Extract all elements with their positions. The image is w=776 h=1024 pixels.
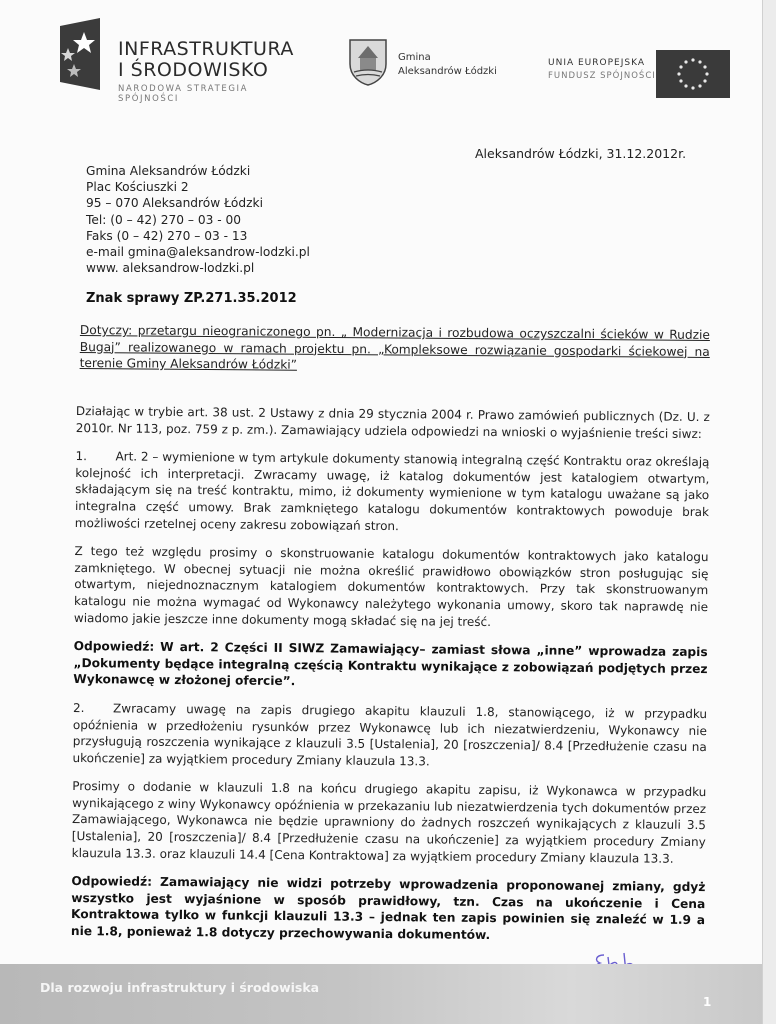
- question-number: 1.: [75, 449, 88, 464]
- ifs-star-emblem-icon: [60, 18, 100, 90]
- address-line: e-mail gmina@aleksandrow-lodzki.pl: [86, 245, 310, 260]
- answer-2: Odpowiedź: Zamawiający nie widzi potrzeby wprowadzenia proponowanej zmiany, gdyż wszystko jest wyjaśnione w sposób prawidłowy, tzn. Czas na ukończenie i Cena Kontraktowa tylko w funkcji klauzuli 13.3 – jednak ten zapis powinien się znaleźć w 1.9 a nie 1.8, ponieważ 1.8 dotyczy przechowywania dokumentów.: [70, 874, 706, 943]
- gmina-name: Aleksandrów Łódzki: [398, 66, 497, 77]
- letter-body: [71, 403, 710, 958]
- address-line: 95 – 070 Aleksandrów Łódzki: [86, 196, 263, 211]
- eu-fund: FUNDUSZ SPÓJNOŚCI: [548, 71, 656, 81]
- question-1-continued: Z tego też względu prosimy o skonstruowanie katalogu dokumentów kontraktowych jako katalogu zamkniętego. W obecnej sytuacji nie można określić prawidłowo obowiązków stron posługując się otwartym, niejednoznacznym katalogiem dokumentów kontraktowych. Przy tak skonstruowanym katalogu nie można wymagać od Wykonawcy należytego wykonania umowy, skoro tak naprawdę nie wiadomo jakie jeszcze inne dokumenty mogą składać się na jej treść.: [73, 544, 709, 629]
- ifs-subtitle: NARODOWA STRATEGIA SPÓJNOŚCI: [118, 84, 249, 104]
- address-line: www. aleksandrow-lodzki.pl: [86, 261, 255, 276]
- eu-flag-icon: [656, 50, 730, 98]
- eu-title: UNIA EUROPEJSKA: [548, 58, 645, 68]
- address-line: Gmina Aleksandrów Łódzki: [86, 164, 251, 178]
- footer-slogan: Dla rozwoju infrastruktury i środowiska: [40, 980, 320, 995]
- ifs-title-line2: I ŚRODOWISKO: [118, 59, 269, 81]
- question-text: Art. 2 – wymienione w tym artykule dokumenty stanowią integralną część Kontraktu oraz określają kolejność ich interpretacji. Zwracamy uwagę, iż katalog dokumentów jest katalogiem otwartym, składającym się na treść kontraktu, mimo, iż dokumenty wymienione w tym katalogu uważane są jako integralna część umowy. Brak zamkniętego katalogu dokumentów kontraktowych powoduje brak możliwości rzetelnej oceny zakresu zobowiązań stron.: [74, 449, 710, 533]
- question-number: 2.: [73, 700, 85, 716]
- letter-subject: Dotyczy: przetargu nieograniczonego pn. „ Modernizacja i rozbudowa oczyszczalni ścieków w Rudzie Bugaj” realizowanego w ramach projektu pn. „Kompleksowe rozwiązanie gospodarki ściekowej na terenie Gminy Aleksandrów Łódzki”: [79, 322, 710, 372]
- ifs-title-line1: INFRASTRUKTURA: [118, 38, 294, 60]
- infrastruktura-logo: [60, 18, 300, 104]
- question-1: [75, 448, 710, 537]
- address-line: Plac Kościuszki 2: [86, 180, 189, 195]
- gmina-logo: [348, 38, 528, 88]
- answer-1: Odpowiedź: W art. 2 Części II SIWZ Zamawiający– zamiast słowa „inne” wprowadza zapis „Dokumenty będące integralną częścią Kontraktu wynikające z zobowiązań podjętych przez Wykonawcę w złożonej ofercie”.: [73, 639, 708, 689]
- sender-address: [86, 163, 310, 276]
- gmina-label: Gmina: [398, 52, 431, 63]
- page-number: 1: [703, 995, 712, 1009]
- question-text: Zwracamy uwagę na zapis drugiego akapitu klauzuli 1.8, stanowiącego, iż w przypadku opóźnienia w przedłożeniu rysunków przez Wykonawcę lub ich niezatwierdzeniu, Wykonawcy nie przysługują roszczenia wynikające z klauzuli 3.5 [Ustalenia], 20 [roszczenia]/ 8.4 [Przedłużenie czasu na ukończenie] za wyjątkiem procedury Zmiany klauzula 13.3.: [72, 701, 708, 769]
- question-2: [73, 700, 708, 772]
- address-line: Faks (0 – 42) 270 – 03 - 13: [86, 228, 248, 243]
- intro-paragraph: Działając w trybie art. 38 ust. 2 Ustawy z dnia 29 stycznia 2004 r. Prawo zamówień publicznych (Dz. U. z 2010r. Nr 113, poz. 759 z p. zm.). Zamawiający udziela odpowiedzi na wnioski o wyjaśnienie treści siwz:: [75, 403, 710, 441]
- letter-date: Aleksandrów Łódzki, 31.12.2012r.: [475, 146, 687, 161]
- address-line: Tel: (0 – 42) 270 – 03 - 00: [86, 212, 241, 227]
- case-number: Znak sprawy ZP.271.35.2012: [86, 291, 297, 306]
- eu-logo: [540, 50, 735, 100]
- question-2-continued: Prosimy o dodanie w klauzuli 1.8 na końcu drugiego akapitu zapisu, iż Wykonawca w przypadku wynikającego z winy Wykonawcy opóźnienia w przekazaniu lub niezatwierdzenia tych dokumentów przez Zamawiającego, Wykonawca nie będzie uprawniony do żadnych roszczeń wynikających z klauzuli 3.5 [Ustalenia], 20 [roszczenia]/ 8.4 [Przedłużenie czasu na ukończenie] za wyjątkiem procedury Zmiany klauzula 13.3. oraz klauzuli 14.4 [Cena Kontraktowa] za wyjątkiem procedury Zmiany klauzula 13.3.: [71, 779, 707, 866]
- coat-of-arms-icon: [348, 38, 388, 86]
